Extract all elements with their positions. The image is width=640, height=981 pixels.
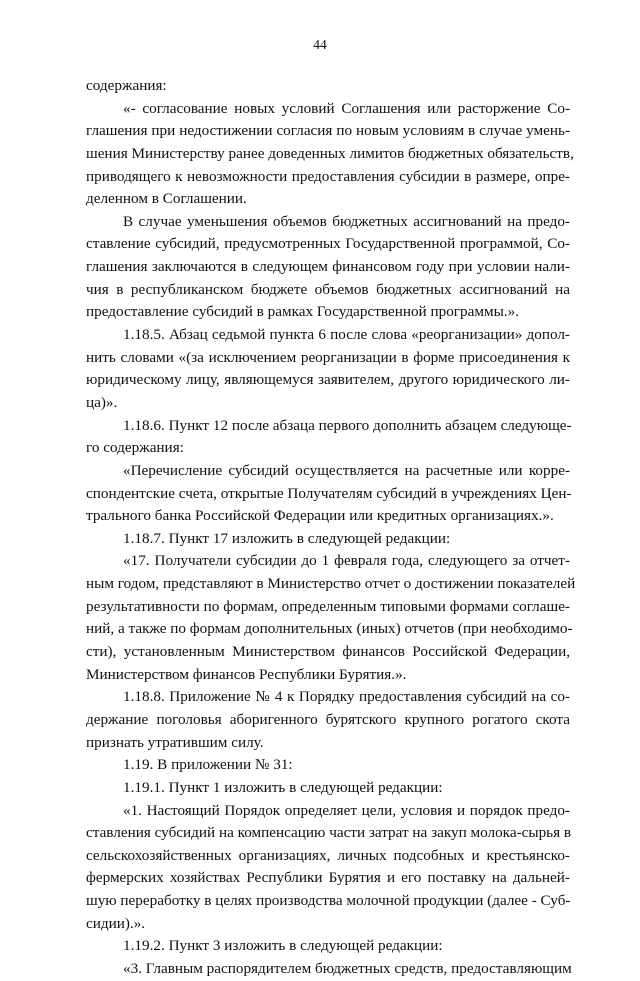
text-line: результативности по формам, определенным типовыми формами соглаше- [86, 597, 570, 615]
text-line: 1.19. В приложении № 31: [123, 756, 293, 774]
text-line: приводящего к невозможности предоставления субсидии в размере, опре- [86, 167, 570, 185]
text-line: 1.18.7. Пункт 17 изложить в следующей редакции: [123, 529, 451, 547]
text-line: 1.19.2. Пункт 3 изложить в следующей редакции: [123, 937, 443, 955]
text-line: В случае уменьшения объемов бюджетных ассигнований на предо- [123, 212, 570, 230]
page-number: 44 [313, 37, 327, 52]
text-line: ставление субсидий, предусмотренных Государственной программой, Со- [86, 235, 570, 253]
text-line: сидии).». [86, 914, 146, 932]
text-line: 1.18.5. Абзац седьмой пункта 6 после слова «реорганизации» допол- [123, 326, 570, 344]
text-line: го содержания: [86, 439, 184, 457]
text-line: юридическому лицу, являющемуся заявителем, другого юридического ли- [86, 371, 570, 389]
text-line: предоставление субсидий в рамках Государственной программы.». [86, 303, 519, 321]
text-line: глашения заключаются в следующем финансовом году при условии нали- [86, 258, 570, 276]
text-line: «3. Главным распорядителем бюджетных средств, предоставляющим [123, 959, 572, 977]
text-line: деленном в Соглашении. [86, 190, 247, 208]
text-line: спондентские счета, открытые Получателям субсидий в учреждениях Цен- [86, 484, 572, 502]
text-line: ставления субсидий на компенсацию части затрат на закуп молока-сырья в [86, 824, 572, 842]
text-line: держание поголовья аборигенного бурятского крупного рогатого скота [86, 710, 570, 728]
text-line: «- согласование новых условий Соглашения или расторжение Со- [123, 99, 570, 117]
text-line: шения Министерству ранее доведенных лимитов бюджетных обязательств, [86, 144, 574, 162]
text-line: глашения при недостижении согласия по новым условиям в случае умень- [86, 122, 570, 140]
text-line: сти), установленным Министерством финансов Российской Федерации, [86, 643, 570, 661]
text-line: признать утратившим силу. [86, 733, 264, 751]
text-line: трального банка Российской Федерации или кредитных организациях.». [86, 507, 554, 525]
text-line: 1.18.6. Пункт 12 после абзаца первого дополнить абзацем следующе- [123, 416, 572, 434]
text-line: чия в республиканском бюджете объемов бюджетных ассигнований на [86, 280, 570, 298]
text-line: нить словами «(за исключением реорганизации в форме присоединения к [86, 348, 570, 366]
text-line: 1.19.1. Пункт 1 изложить в следующей редакции: [123, 778, 443, 796]
text-line: «1. Настоящий Порядок определяет цели, условия и порядок предо- [123, 801, 570, 819]
text-line: 1.18.8. Приложение № 4 к Порядку предоставления субсидий на со- [123, 688, 570, 706]
document-body [86, 75, 576, 981]
text-line: Министерством финансов Республики Бурятия.». [86, 665, 407, 683]
text-line: шую переработку в целях производства молочной продукции (далее - Суб- [86, 892, 571, 910]
text-line: ным годом, представляют в Министерство отчет о достижении показателей [86, 575, 576, 593]
text-line: ний, а также по формам дополнительных (иных) отчетов (при необходимо- [86, 620, 573, 638]
text-line: сельскохозяйственных организациях, личных подсобных и крестьянско- [86, 846, 570, 864]
text-line: «Перечисление субсидий осуществляется на расчетные или корре- [123, 461, 570, 479]
text-line: содержания: [86, 77, 167, 94]
text-line: ца)». [86, 393, 118, 411]
text-line: фермерских хозяйствах Республики Бурятия и его поставку на дальней- [86, 869, 570, 887]
text-line: «17. Получатели субсидии до 1 февраля года, следующего за отчет- [123, 552, 570, 570]
